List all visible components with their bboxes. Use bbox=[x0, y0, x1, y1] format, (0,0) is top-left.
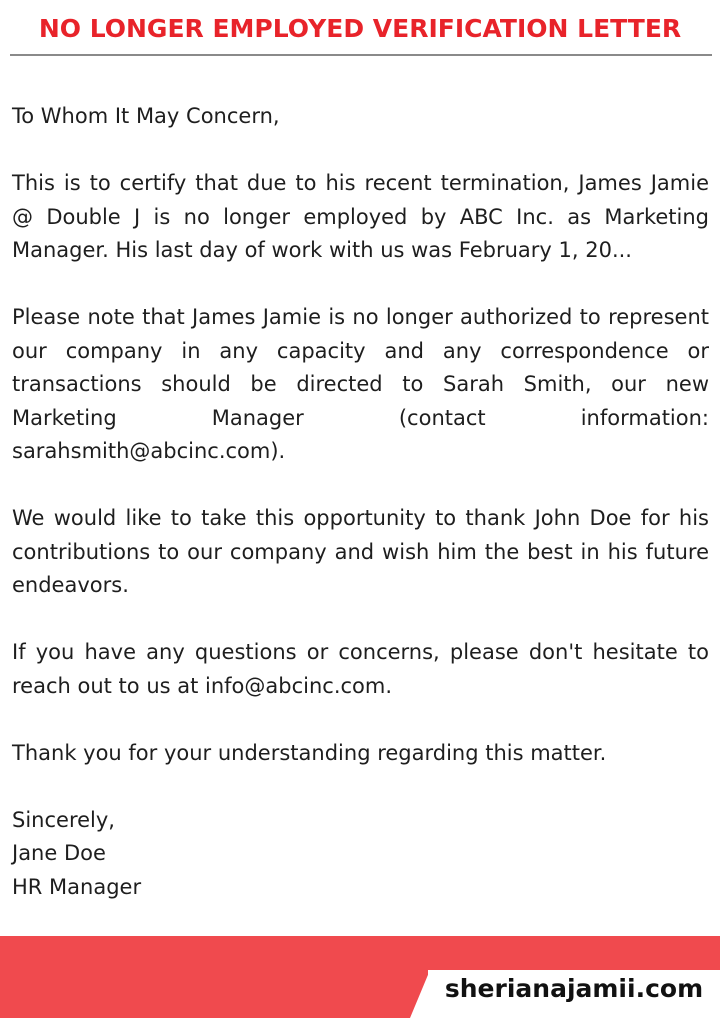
paragraph-authorization: Please note that James Jamie is no longer authorized to represent our company in any capacity and any correspondence or transactions should be directed to Sarah Smith, our new Marketing Manager (contact information: sarahsmith@abcinc.com). bbox=[12, 305, 709, 463]
paragraph-contact: If you have any questions or concerns, please don't hesitate to reach out to us at info@abcinc.com. bbox=[12, 640, 709, 698]
letter-body bbox=[12, 100, 709, 904]
closing: Sincerely, bbox=[12, 807, 115, 832]
signer-name: Jane Doe bbox=[12, 841, 106, 865]
paragraph-understanding: Thank you for your understanding regarding this matter. bbox=[12, 740, 607, 765]
paragraph-thanks: We would like to take this opportunity to thank John Doe for his contributions to our company and wish him the best in his future endeavors. bbox=[12, 506, 709, 597]
signature-block bbox=[12, 804, 709, 905]
brand-box-slant bbox=[410, 970, 430, 1018]
paragraph-termination: This is to certify that due to his recent termination, James Jamie @ Double J is no longer employed by ABC Inc. as Marketing Manager. His last day of work with us was February 1, 20... bbox=[12, 171, 709, 262]
brand-watermark: sherianajamii.com bbox=[444, 974, 704, 1003]
letter-title: NO LONGER EMPLOYED VERIFICATION LETTER bbox=[38, 14, 682, 43]
title-divider bbox=[10, 54, 712, 56]
signer-title: HR Manager bbox=[12, 874, 142, 899]
salutation: To Whom It May Concern, bbox=[12, 104, 280, 128]
